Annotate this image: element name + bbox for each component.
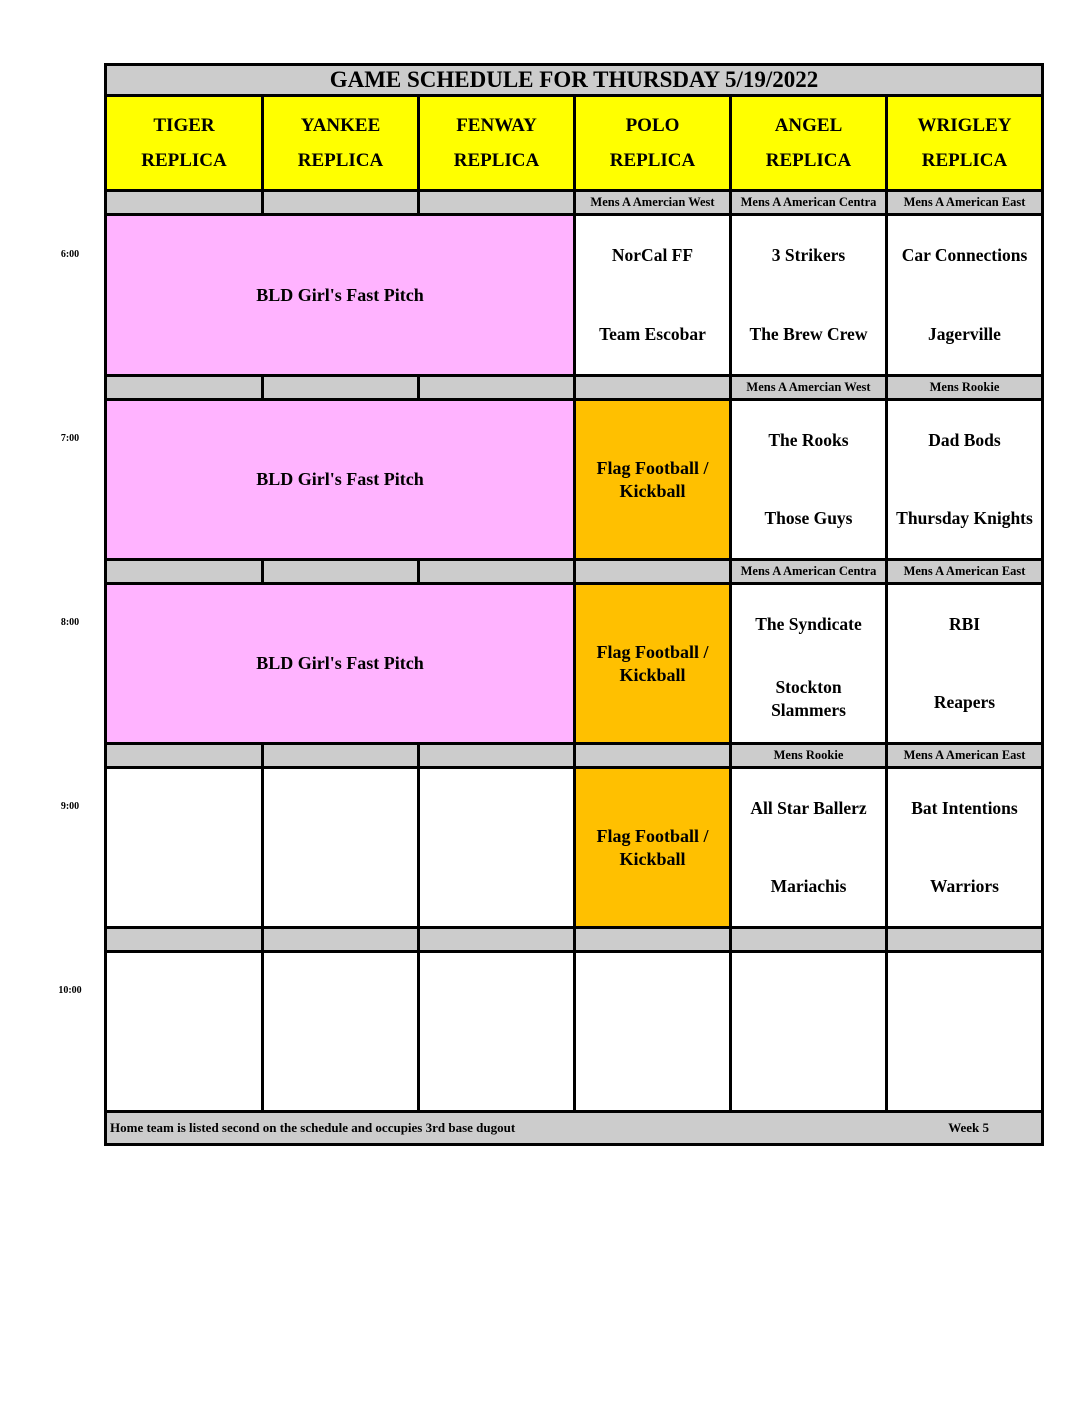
division-bar-tiger (104, 189, 264, 216)
home-team: Those Guys (764, 508, 853, 528)
division-label: Mens A American Centra (740, 195, 877, 209)
away-team: The Rooks (768, 430, 849, 450)
time-label: 10:00 (58, 985, 82, 996)
event-label: Flag Football / Kickball (596, 457, 709, 501)
division-bar-tiger (104, 926, 264, 953)
field-sub: REPLICA (921, 150, 1008, 171)
field-header-yankee (261, 94, 420, 192)
time-label: 7:00 (60, 433, 80, 444)
home-team: The Brew Crew (749, 324, 868, 344)
division-label: Mens Rookie (773, 748, 844, 762)
game-cell-wrigley (885, 398, 1044, 561)
division-bar-wrigley (885, 926, 1044, 953)
division-bar-angel (729, 374, 888, 401)
empty-cell-tiger (104, 766, 264, 929)
away-team: Dad Bods (928, 430, 1001, 450)
game-cell-wrigley (885, 213, 1044, 377)
field-header-tiger (104, 94, 264, 192)
away-team: 3 Strikers (771, 245, 846, 265)
division-bar-yankee (261, 742, 420, 769)
home-team: Reapers (933, 692, 996, 712)
field-sub: REPLICA (297, 150, 384, 171)
schedule-title-text: GAME SCHEDULE FOR THURSDAY 5/19/2022 (329, 67, 819, 92)
schedule-footer (104, 1110, 1044, 1146)
empty-cell-tiger (104, 950, 264, 1113)
game-cell-angel (729, 766, 888, 929)
away-team: All Star Ballerz (750, 798, 867, 818)
division-label: Mens A American East (903, 195, 1026, 209)
field-name: YANKEE (300, 115, 381, 136)
division-bar-angel (729, 742, 888, 769)
division-bar-yankee (261, 558, 420, 585)
division-bar-yankee (261, 374, 420, 401)
division-bar-polo (573, 558, 732, 585)
field-name: TIGER (153, 115, 215, 136)
away-team: Car Connections (901, 245, 1028, 265)
division-label: Mens Rookie (929, 380, 1000, 394)
home-team: Mariachis (770, 876, 847, 896)
empty-cell-yankee (261, 950, 420, 1113)
away-team: The Syndicate (755, 614, 862, 634)
division-bar-wrigley (885, 742, 1044, 769)
away-team: RBI (948, 614, 981, 634)
division-bar-fenway (417, 926, 576, 953)
division-bar-fenway (417, 189, 576, 216)
event-label: BLD Girl's Fast Pitch (256, 284, 424, 305)
home-team: Warriors (929, 876, 999, 896)
division-label: Mens A Amercian West (590, 195, 715, 209)
event-label: BLD Girl's Fast Pitch (256, 469, 424, 489)
field-header-angel (729, 94, 888, 192)
division-label: Mens A American Centra (740, 564, 877, 578)
fastpitch-block (104, 213, 576, 377)
division-bar-polo (573, 742, 732, 769)
event-label: Flag Football / Kickball (596, 641, 709, 685)
division-bar-yankee (261, 189, 420, 216)
field-sub: REPLICA (609, 150, 696, 171)
division-label: Mens A American East (903, 748, 1026, 762)
empty-cell-fenway (417, 950, 576, 1113)
division-bar-angel (729, 189, 888, 216)
division-bar-fenway (417, 374, 576, 401)
division-bar-polo (573, 189, 732, 216)
home-team: Stockton Slammers (771, 677, 846, 720)
empty-cell-angel (729, 950, 888, 1113)
division-bar-fenway (417, 742, 576, 769)
division-bar-yankee (261, 926, 420, 953)
week-label: Week 5 (948, 1120, 989, 1135)
division-bar-fenway (417, 558, 576, 585)
game-cell-angel (729, 213, 888, 377)
game-cell-wrigley (885, 766, 1044, 929)
time-label: 6:00 (60, 249, 80, 260)
away-team: Bat Intentions (911, 798, 1018, 818)
field-name: POLO (625, 115, 680, 136)
flag-football-block (573, 766, 732, 929)
division-bar-tiger (104, 742, 264, 769)
division-bar-wrigley (885, 558, 1044, 585)
division-bar-angel (729, 558, 888, 585)
empty-cell-wrigley (885, 950, 1044, 1113)
empty-cell-yankee (261, 766, 420, 929)
flag-football-block (573, 398, 732, 561)
game-cell-angel (729, 582, 888, 745)
fastpitch-block (104, 398, 576, 561)
flag-football-block (573, 582, 732, 745)
division-bar-wrigley (885, 374, 1044, 401)
field-name: ANGEL (774, 115, 843, 136)
game-cell-wrigley (885, 582, 1044, 745)
empty-cell-polo (573, 950, 732, 1113)
division-bar-wrigley (885, 189, 1044, 216)
division-bar-tiger (104, 374, 264, 401)
home-team: Thursday Knights (896, 508, 1033, 528)
field-sub: REPLICA (453, 150, 540, 171)
division-bar-polo (573, 926, 732, 953)
empty-cell-fenway (417, 766, 576, 929)
division-label: Mens A American East (903, 564, 1026, 578)
time-label: 9:00 (60, 801, 80, 812)
field-sub: REPLICA (765, 150, 852, 171)
division-bar-tiger (104, 558, 264, 585)
division-bar-angel (729, 926, 888, 953)
field-sub: REPLICA (141, 150, 227, 171)
event-label: Flag Football / Kickball (596, 825, 709, 869)
division-bar-polo (573, 374, 732, 401)
event-label: BLD Girl's Fast Pitch (256, 653, 424, 673)
game-cell-polo (573, 213, 732, 377)
field-name: WRIGLEY (917, 115, 1012, 136)
field-name: FENWAY (456, 115, 537, 136)
field-header-fenway (417, 94, 576, 192)
field-header-polo (573, 94, 732, 192)
schedule-title (104, 63, 1044, 97)
time-label: 8:00 (60, 617, 80, 628)
home-team: Jagerville (928, 324, 1001, 344)
division-label: Mens A Amercian West (746, 380, 871, 394)
field-header-wrigley (885, 94, 1044, 192)
away-team: NorCal FF (611, 245, 694, 265)
home-team: Team Escobar (599, 324, 706, 344)
fastpitch-block (104, 582, 576, 745)
home-team-note: Home team is listed second on the schedule and occupies 3rd base dugout (110, 1120, 516, 1135)
game-cell-angel (729, 398, 888, 561)
